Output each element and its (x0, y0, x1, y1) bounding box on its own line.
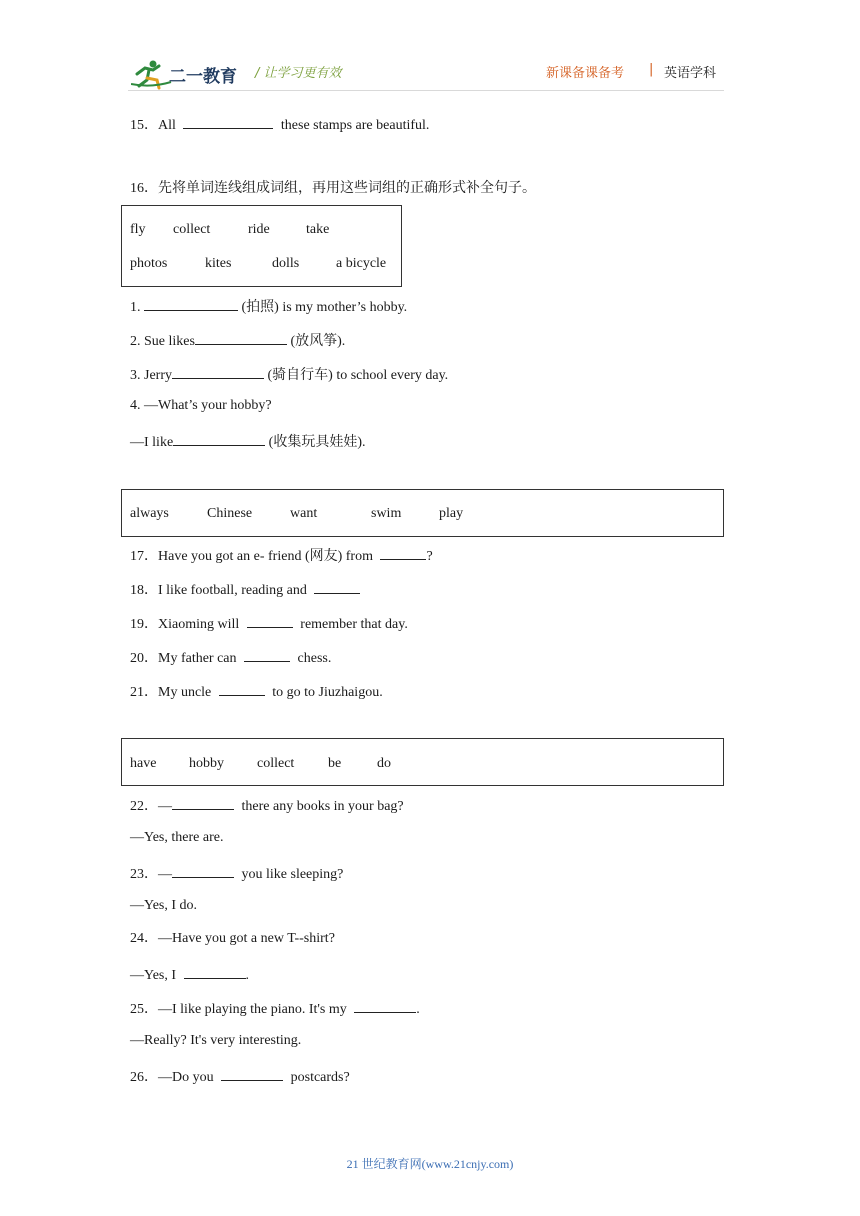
question-text: to go to Jiuzhaigou. (272, 685, 383, 700)
question-24 (130, 930, 335, 948)
question-text: My uncle (158, 685, 212, 700)
word-box-1-word: a bicycle (336, 256, 387, 271)
answer-blank[interactable] (244, 647, 290, 662)
question-text: My father can (158, 651, 237, 666)
question-text: —Do you (158, 1070, 214, 1085)
q16-item-4-answer (130, 431, 365, 452)
question-22 (130, 795, 404, 816)
item-text: 2. Sue likes (130, 334, 195, 349)
answer-23: —Yes, I do. (130, 898, 198, 913)
question-number: 18． (130, 583, 158, 598)
answer-blank[interactable] (173, 431, 265, 446)
question-text: —Have you got a new T--shirt? (158, 931, 335, 946)
question-text: these stamps are beautiful. (280, 118, 430, 133)
answer-blank[interactable] (219, 681, 265, 696)
question-number: 17． (130, 549, 158, 564)
question-text: Xiaoming will (158, 617, 240, 632)
question-text: . (245, 968, 250, 983)
question-16-title: 16．先将单词连线组成词组，再用这些词组的正确形式补全句子。 (130, 181, 536, 196)
answer-blank[interactable] (380, 545, 426, 560)
word-box-3-word: be (328, 756, 342, 771)
question-23 (130, 863, 343, 884)
question-text: there any books in your bag? (241, 799, 404, 814)
item-text: (放风筝). (286, 334, 346, 349)
slogan: / 让学习更有效 (255, 66, 342, 81)
answer-blank[interactable] (183, 114, 273, 129)
question-19 (130, 613, 408, 634)
word-box-2-word: swim (371, 506, 402, 521)
answer-blank[interactable] (195, 330, 287, 345)
question-text: — (158, 867, 172, 882)
item-text: (骑自行车) to school every day. (264, 368, 449, 383)
question-number: 23． (130, 867, 158, 882)
word-box-1-word: collect (173, 222, 211, 237)
item-text: (拍照) is my mother’s hobby. (238, 300, 408, 315)
question-17 (130, 545, 433, 566)
word-box-2-word: always (130, 506, 169, 521)
answer-blank[interactable] (172, 795, 234, 810)
question-text: . (416, 1002, 420, 1017)
answer-24 (130, 964, 249, 985)
question-21 (130, 681, 383, 702)
footer-link[interactable]: 21 世纪教育网(www.21cnjy.com) (346, 1157, 514, 1171)
answer-blank[interactable] (314, 579, 360, 594)
item-text: —I like (130, 435, 174, 450)
question-25 (130, 998, 420, 1019)
word-box-1-word: photos (130, 256, 168, 271)
question-text: —Yes, I (130, 968, 177, 983)
word-box-1-word: fly (130, 222, 146, 237)
q16-item-3 (130, 364, 448, 385)
answer-blank[interactable] (184, 964, 246, 979)
logo-text: 二一教育 (169, 67, 237, 87)
question-18 (130, 579, 360, 600)
logo (131, 58, 241, 90)
question-number: 20． (130, 651, 158, 666)
question-15 (130, 114, 429, 135)
item-text: (收集玩具娃娃). (265, 435, 366, 450)
answer-blank[interactable] (247, 613, 293, 628)
question-text: remember that day. (300, 617, 408, 632)
question-20 (130, 647, 331, 668)
word-box-1-word: dolls (272, 256, 300, 271)
question-text: Have you got an e- friend (网友) from (158, 549, 373, 564)
header-subject: 英语学科 (664, 66, 717, 81)
word-box-2-word: play (439, 506, 464, 521)
word-box-3-word: have (130, 756, 157, 771)
answer-22: —Yes, there are. (130, 830, 224, 845)
question-number: 15． (130, 118, 158, 133)
question-text: postcards? (290, 1070, 350, 1085)
answer-blank[interactable] (172, 863, 234, 878)
question-number: 21． (130, 685, 158, 700)
answer-blank[interactable] (354, 998, 416, 1013)
word-box-1-word: kites (205, 256, 232, 271)
question-number: 26． (130, 1070, 158, 1085)
word-box-3-word: hobby (189, 756, 224, 771)
item-text: 3. Jerry (130, 368, 172, 383)
question-text: chess. (297, 651, 332, 666)
answer-blank[interactable] (144, 296, 238, 311)
item-text: 1. (130, 300, 144, 315)
word-box-3-word: do (377, 756, 391, 771)
word-box-3-word: collect (257, 756, 295, 771)
answer-25: —Really? It's very interesting. (130, 1033, 302, 1048)
header-right-title: 新课备课备考 (546, 66, 625, 81)
word-box-2-word: want (290, 506, 318, 521)
answer-blank[interactable] (172, 364, 264, 379)
word-box-2-word: Chinese (207, 506, 253, 521)
q16-item-4: 4. —What’s your hobby? (130, 398, 272, 413)
question-number: 22． (130, 799, 158, 814)
q16-item-1 (130, 296, 407, 317)
answer-blank[interactable] (221, 1066, 283, 1081)
question-text: you like sleeping? (241, 867, 344, 882)
question-number: 25． (130, 1002, 158, 1017)
q16-item-2 (130, 330, 345, 351)
header-divider (128, 90, 724, 91)
question-text: All (158, 118, 176, 133)
question-number: 24． (130, 931, 158, 946)
question-text: ? (426, 549, 433, 564)
word-box-1 (121, 205, 402, 287)
word-box-1-word: ride (248, 222, 270, 237)
header-separator: | (649, 62, 654, 77)
question-text: —I like playing the piano. It's my (158, 1002, 347, 1017)
question-26 (130, 1066, 350, 1087)
question-number: 19． (130, 617, 158, 632)
word-box-1-word: take (306, 222, 330, 237)
question-text: — (158, 799, 172, 814)
question-text: I like football, reading and (158, 583, 307, 598)
